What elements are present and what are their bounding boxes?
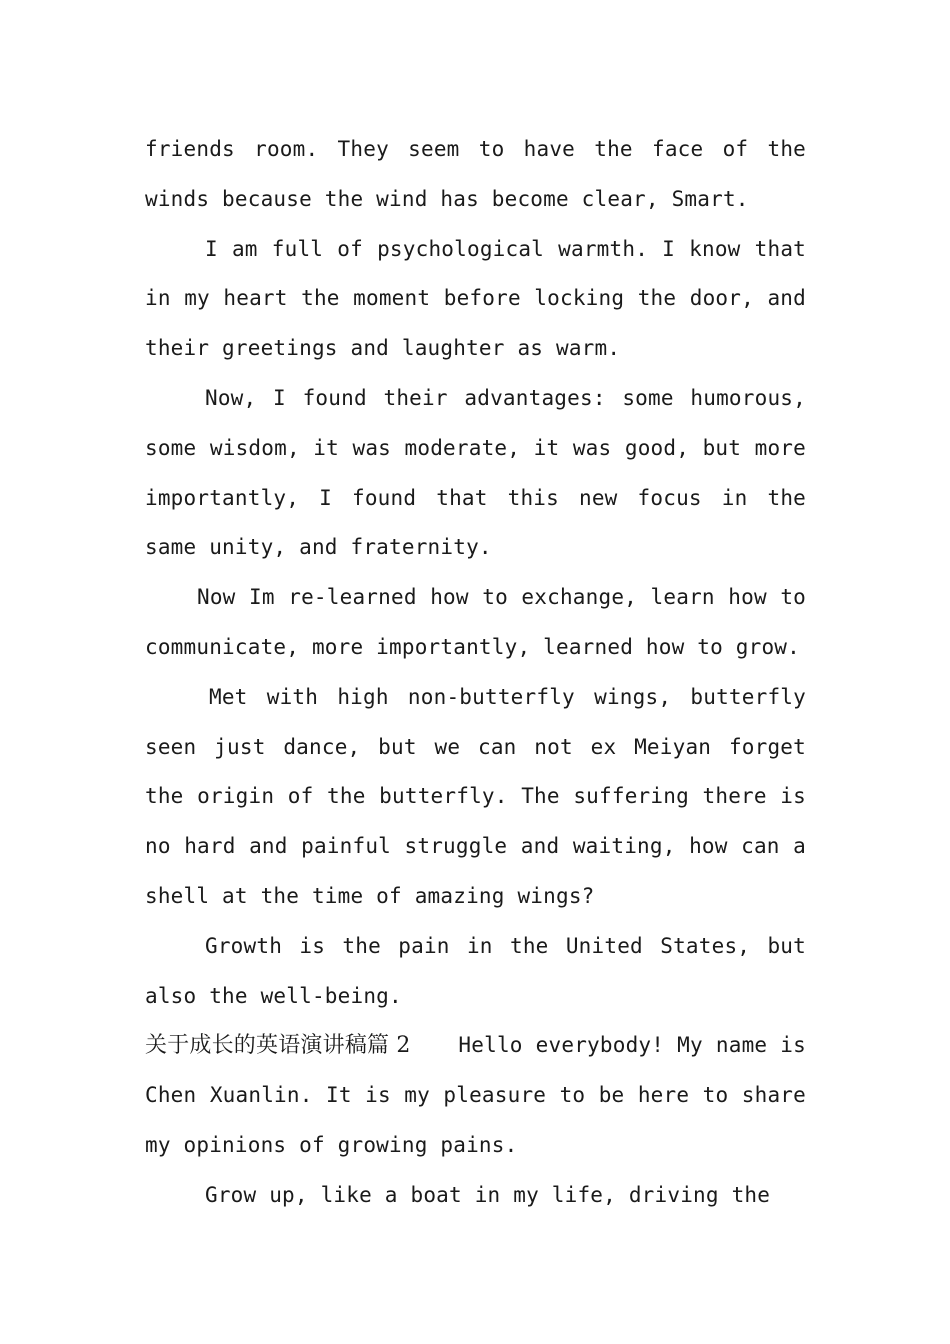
paragraph-continuation: friends room. They seem to have the face of the winds because the wind has become clear, Smart.: [145, 137, 806, 211]
section-intro-text: Hello everybody! My name is Chen Xuanlin. It is my pleasure to be here to share my opinions of growing pains.: [145, 1033, 806, 1157]
paragraph-growth: Growth is the pain in the United States, but also the well-being.: [145, 933, 806, 1008]
paragraph-grow-up: Grow up, like a boat in my life, driving the: [205, 1182, 771, 1207]
paragraph-warmth: I am full of psychological warmth. I know that in my heart the moment before locking the door, and their greetings and laughter as warm.: [145, 236, 806, 361]
document-body: [145, 125, 806, 1221]
paragraph-butterfly: Met with high non-butterfly wings, butterfly seen just dance, but we can not ex Meiyan forget the origin of the butterfly. The suffering there is no hard and painful struggle and waiting, how can a shell at the time of amazing wings?: [145, 684, 806, 908]
paragraph-advantages: Now, I found their advantages: some humorous, some wisdom, it was moderate, it was good, but more importantly, I found that this new focus in the same unity, and fraternity.: [145, 385, 806, 560]
paragraph-section-2-intro: [145, 1021, 806, 1170]
section-heading: 关于成长的英语演讲稿篇 2: [145, 1033, 411, 1059]
paragraph-relearned: Now Im re-learned how to exchange, learn how to communicate, more importantly, learned how to grow.: [145, 585, 806, 659]
